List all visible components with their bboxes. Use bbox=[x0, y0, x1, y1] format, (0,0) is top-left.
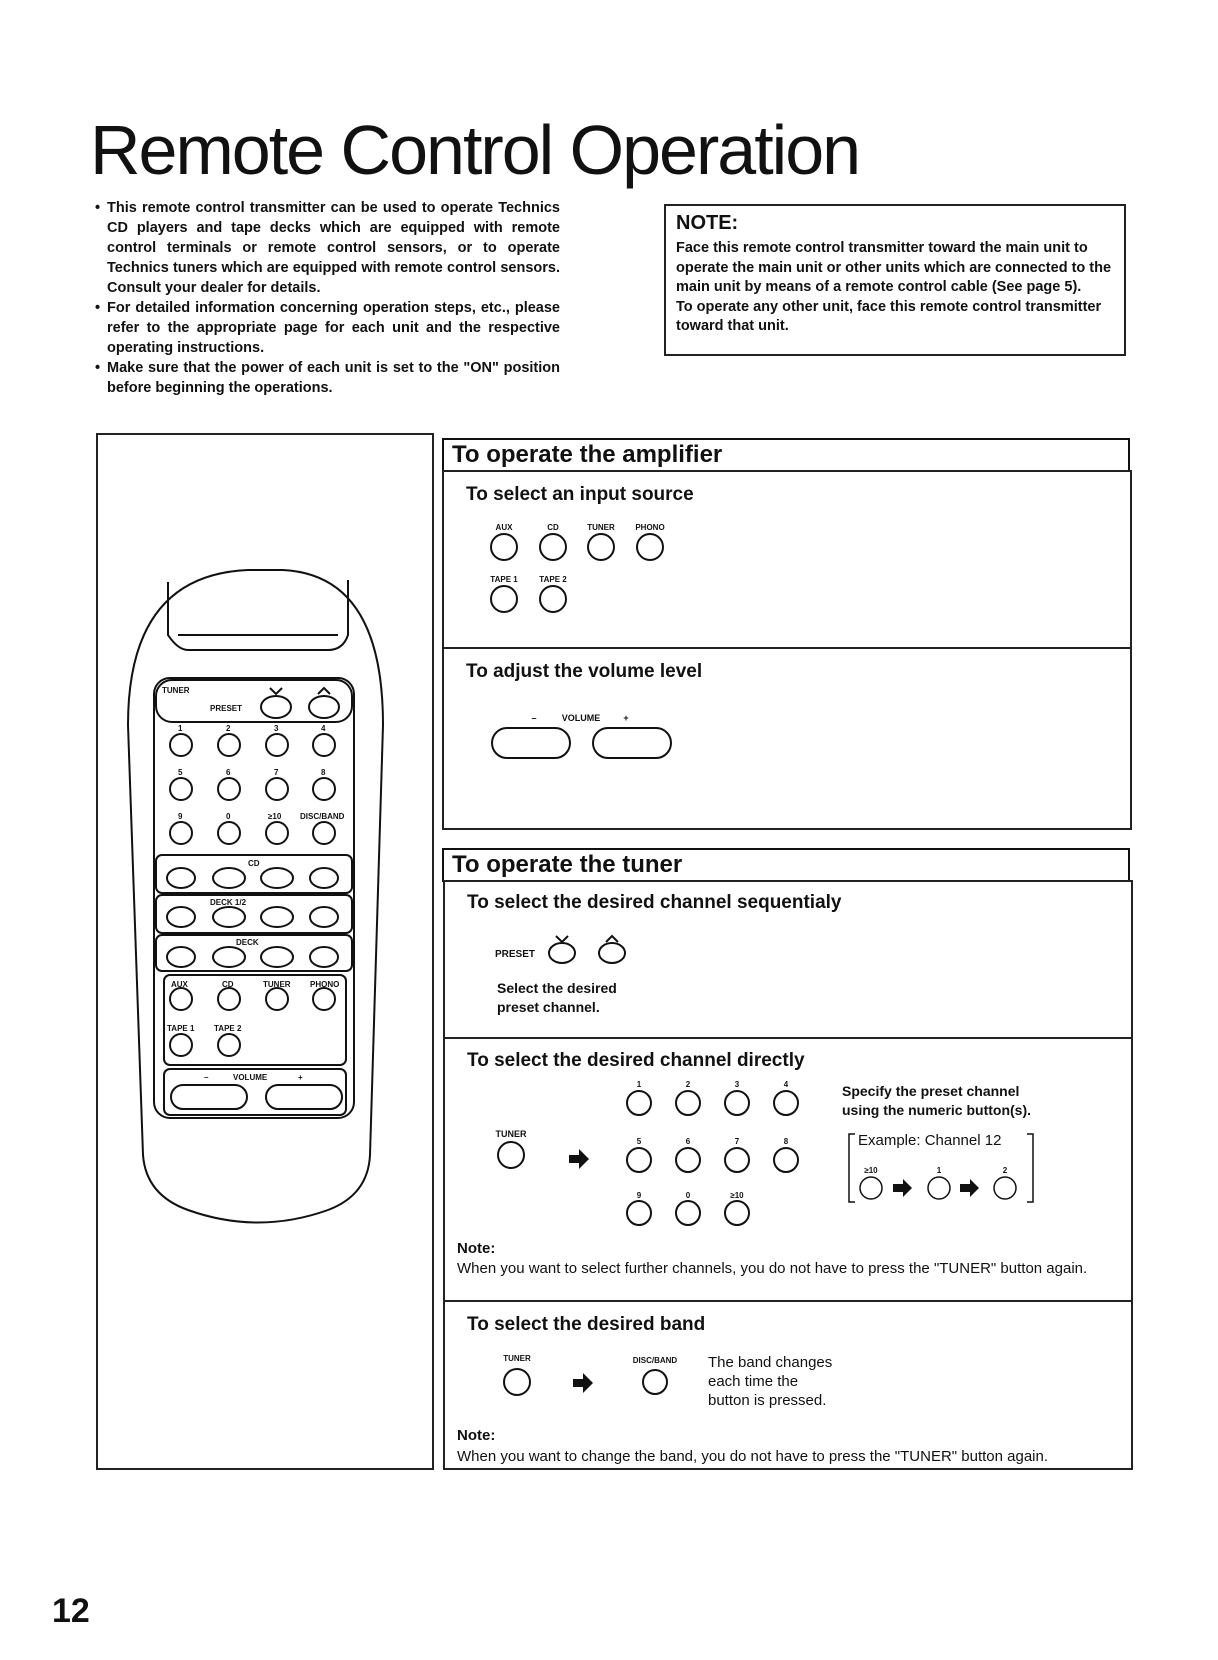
note-text-2: To operate any other unit, face this remote control transmitter toward that unit. bbox=[676, 298, 1102, 334]
direct-num-label: 1 bbox=[636, 1080, 642, 1089]
direct-buttons-diagram bbox=[485, 1080, 825, 1240]
direct-title: To select the desired channel directly bbox=[467, 1050, 805, 1071]
note-text-direct: When you want to select further channels, you do not have to press the "TUNER" button again. bbox=[457, 1260, 1088, 1277]
direct-num-label: 3 bbox=[734, 1080, 740, 1089]
page-number: 12 bbox=[52, 1592, 90, 1630]
remote-num-label: 9 bbox=[178, 812, 183, 821]
direct-num-label: 7 bbox=[734, 1137, 740, 1146]
note-label-band: Note: bbox=[457, 1427, 496, 1444]
preset-buttons-diagram bbox=[495, 928, 635, 978]
seq-caption-line: preset channel. bbox=[497, 999, 600, 1015]
example-num-label: 1 bbox=[936, 1166, 942, 1175]
svg-text:–: – bbox=[204, 1073, 209, 1082]
seq-caption-line: Select the desired bbox=[497, 980, 617, 996]
svg-text:+: + bbox=[298, 1073, 303, 1082]
band-text-line: each time the bbox=[708, 1373, 799, 1390]
volume-title: To adjust the volume level bbox=[466, 661, 703, 682]
arrow-icon bbox=[573, 1373, 593, 1393]
specify-line: using the numeric button(s). bbox=[842, 1102, 1031, 1118]
band-tuner-label: TUNER bbox=[503, 1354, 531, 1363]
remote-num-label: 2 bbox=[226, 724, 231, 733]
remote-label-tuner2: TUNER bbox=[263, 980, 291, 989]
band-buttons-diagram bbox=[485, 1352, 715, 1422]
remote-num-label: 0 bbox=[226, 812, 231, 821]
tape-label: TAPE 1 bbox=[490, 575, 518, 584]
direct-num-label: 2 bbox=[685, 1080, 691, 1089]
remote-num-label: DISC/BAND bbox=[300, 812, 345, 821]
note-label-direct: Note: bbox=[457, 1240, 496, 1257]
tuner-heading: To operate the tuner bbox=[442, 848, 1130, 882]
vol-minus-label: – bbox=[531, 713, 537, 723]
example-label: Example: Channel 12 bbox=[858, 1132, 1002, 1149]
remote-label-tuner: TUNER bbox=[162, 686, 190, 695]
seq-caption bbox=[497, 979, 617, 1017]
amp-section bbox=[442, 470, 1132, 830]
direct-tuner-label: TUNER bbox=[495, 1129, 527, 1139]
arrow-icon bbox=[569, 1149, 589, 1169]
remote-num-label: 6 bbox=[226, 768, 231, 777]
intro-bullet: • For detailed information concerning operation steps, etc., please refer to the appropriate page for each unit and the respective operating instructions. bbox=[95, 298, 560, 358]
direct-num-label: 8 bbox=[783, 1137, 789, 1146]
note-heading: NOTE: bbox=[676, 212, 739, 234]
remote-illustration bbox=[98, 435, 432, 1468]
remote-label-preset: PRESET bbox=[210, 704, 243, 713]
vol-label: VOLUME bbox=[561, 713, 601, 723]
remote-label-deck: DECK bbox=[236, 938, 259, 947]
intro-list bbox=[95, 198, 560, 398]
example-diagram bbox=[845, 1130, 1045, 1210]
band-disc-label: DISC/BAND bbox=[632, 1356, 678, 1365]
direct-num-label: ≥10 bbox=[730, 1191, 744, 1200]
remote-label-volume: VOLUME bbox=[233, 1073, 268, 1082]
arrow-icon bbox=[893, 1179, 912, 1197]
remote-num-label: 4 bbox=[321, 724, 326, 733]
example-num-label: 2 bbox=[1002, 1166, 1008, 1175]
input-label: TUNER bbox=[587, 523, 615, 532]
seq-title: To select the desired channel sequentialy bbox=[467, 892, 842, 913]
remote-num-label: 5 bbox=[178, 768, 183, 777]
band-title: To select the desired band bbox=[467, 1314, 706, 1335]
remote-num-label: 3 bbox=[274, 724, 279, 733]
direct-num-label: 5 bbox=[636, 1137, 642, 1146]
intro-bullet: • This remote control transmitter can be used to operate Technics CD players and tape decks which are equipped with remote control terminals or remote control sensors, or to operate Technics tuners which are equipped with remote control sensors. Consult your dealer for details. bbox=[95, 198, 560, 298]
tuner-section bbox=[443, 880, 1133, 1470]
remote-num-label: 7 bbox=[274, 768, 279, 777]
remote-num-label: 1 bbox=[178, 724, 183, 733]
remote-label-cd: CD bbox=[248, 859, 260, 868]
intro-bullet: • Make sure that the power of each unit is set to the "ON" position before beginning the operations. bbox=[95, 358, 560, 398]
direct-num-label: 9 bbox=[636, 1191, 642, 1200]
specify-line: Specify the preset channel bbox=[842, 1083, 1020, 1099]
input-source-title: To select an input source bbox=[466, 484, 694, 505]
remote-label-tape1: TAPE 1 bbox=[167, 1024, 195, 1033]
input-label: CD bbox=[547, 523, 559, 532]
input-label: AUX bbox=[495, 523, 513, 532]
remote-num-label: 8 bbox=[321, 768, 326, 777]
page-title: Remote Control Operation bbox=[90, 111, 860, 189]
direct-num-label: 6 bbox=[685, 1137, 691, 1146]
band-text bbox=[708, 1353, 832, 1410]
tape-label: TAPE 2 bbox=[539, 575, 567, 584]
band-text-line: The band changes bbox=[708, 1354, 833, 1371]
note-text-band: When you want to change the band, you do not have to press the "TUNER" button again. bbox=[457, 1448, 1049, 1465]
remote-label-phono: PHONO bbox=[310, 980, 340, 989]
volume-buttons-diagram bbox=[489, 712, 679, 772]
input-label: PHONO bbox=[635, 523, 665, 532]
amp-heading: To operate the amplifier bbox=[442, 438, 1130, 472]
remote-label-deck12: DECK 1/2 bbox=[210, 898, 247, 907]
input-buttons-diagram bbox=[484, 522, 684, 622]
band-text-line: button is pressed. bbox=[708, 1392, 827, 1409]
vol-plus-label: + bbox=[623, 713, 629, 723]
direct-num-label: 4 bbox=[783, 1080, 789, 1089]
remote-label-tape2: TAPE 2 bbox=[214, 1024, 242, 1033]
remote-label-aux: AUX bbox=[171, 980, 188, 989]
note-text-1: Face this remote control transmitter toward the main unit to operate the main unit or other units which are connected to the main unit by means of a remote control cable (See page 5). bbox=[676, 240, 1112, 295]
example-num-label: ≥10 bbox=[864, 1166, 878, 1175]
direct-num-label: 0 bbox=[685, 1191, 691, 1200]
remote-num-label: ≥10 bbox=[268, 812, 282, 821]
note-box bbox=[664, 204, 1126, 356]
arrow-icon bbox=[960, 1179, 979, 1197]
remote-label-cd2: CD bbox=[222, 980, 234, 989]
preset-label: PRESET bbox=[495, 949, 536, 960]
specify-text bbox=[842, 1082, 1031, 1120]
remote-illustration-box bbox=[96, 433, 434, 1470]
